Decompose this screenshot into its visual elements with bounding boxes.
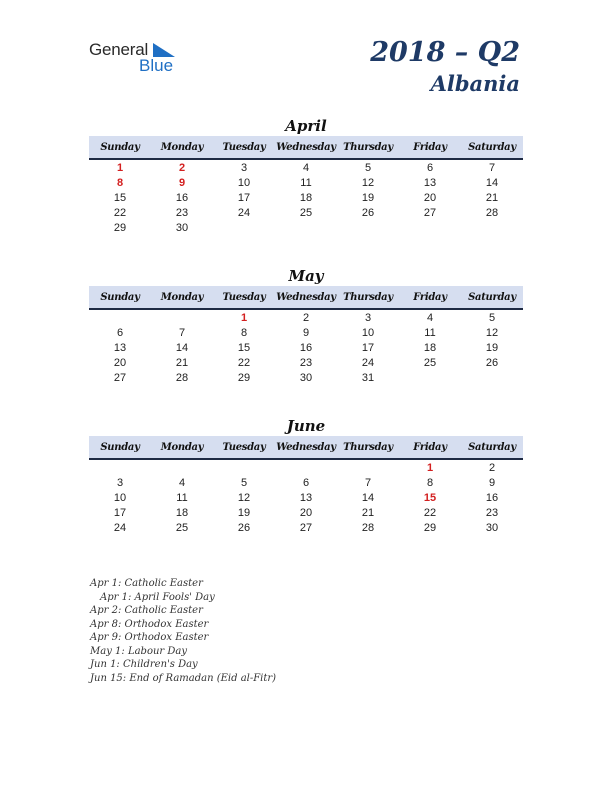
day-cell: 14 [175, 341, 189, 354]
day-cell: 9 [488, 476, 496, 489]
weekday-label: Wednesday [276, 141, 336, 153]
month-title: May [288, 267, 324, 285]
day-cell: 17 [361, 341, 375, 354]
holiday-note: Apr 1: Catholic Easter [90, 578, 203, 589]
month-title: April [285, 117, 327, 135]
logo-text-general: General [89, 40, 149, 59]
weekday-label: Sunday [100, 291, 140, 303]
day-cell: 3 [240, 161, 248, 174]
day-cell: 8 [426, 476, 434, 489]
day-cell: 17 [113, 507, 127, 520]
day-cell: 8 [116, 176, 124, 189]
day-cell: 23 [175, 207, 189, 220]
day-cell: 11 [300, 176, 312, 189]
weekday-label: Tuesday [222, 141, 266, 153]
week-row [89, 160, 523, 175]
week-row [89, 310, 523, 325]
week-row [89, 506, 523, 521]
logo-text-blue: Blue [139, 56, 174, 75]
day-cell: 4 [178, 476, 186, 489]
day-cell: 11 [424, 326, 436, 339]
day-cell: 20 [299, 507, 313, 520]
week-row [89, 460, 523, 475]
weekday-label: Sunday [100, 441, 140, 453]
day-cell: 14 [485, 176, 499, 189]
day-cell: 25 [299, 207, 313, 220]
day-cell: 7 [364, 476, 372, 489]
day-cell: 18 [299, 191, 313, 204]
day-cell: 12 [485, 326, 499, 339]
day-cell: 19 [237, 507, 251, 520]
logo [89, 40, 189, 76]
weekday-label: Monday [160, 141, 204, 153]
weekday-label: Friday [413, 141, 447, 153]
weekday-label: Tuesday [222, 441, 266, 453]
day-cell: 10 [113, 491, 127, 504]
day-cell: 1 [116, 161, 124, 174]
week-row [89, 490, 523, 505]
weekday-label: Saturday [468, 441, 516, 453]
day-cell: 25 [423, 357, 437, 370]
day-cell: 26 [237, 522, 251, 535]
day-cell: 24 [113, 522, 127, 535]
weekday-label: Thursday [343, 441, 393, 453]
week-row [89, 190, 523, 205]
holiday-note: Jun 15: End of Ramadan (Eid al-Fitr) [90, 672, 277, 684]
day-cell: 2 [488, 461, 496, 474]
month-may [89, 266, 523, 386]
day-cell: 2 [178, 161, 186, 174]
day-cell: 16 [485, 491, 499, 504]
weekday-label: Tuesday [222, 291, 266, 303]
day-cell: 21 [361, 507, 375, 520]
holiday-note: Apr 9: Orthodox Easter [90, 632, 209, 643]
day-cell: 21 [485, 191, 499, 204]
weekday-header [89, 436, 523, 460]
week-row [89, 206, 523, 221]
week-row [89, 475, 523, 490]
day-cell: 24 [361, 357, 375, 370]
day-cell: 5 [364, 161, 372, 174]
day-cell: 3 [364, 311, 372, 324]
weekday-label: Monday [160, 291, 204, 303]
day-cell: 13 [113, 341, 127, 354]
day-cell: 3 [116, 476, 124, 489]
week-row [89, 221, 523, 236]
day-cell: 10 [361, 326, 375, 339]
day-cell: 12 [361, 176, 375, 189]
day-cell: 24 [237, 207, 251, 220]
day-cell: 7 [488, 161, 496, 174]
day-cell: 2 [302, 311, 310, 324]
day-cell: 6 [116, 326, 124, 339]
week-row [89, 371, 523, 386]
weekday-header [89, 286, 523, 310]
day-cell: 30 [299, 372, 313, 385]
day-cell: 29 [113, 222, 127, 235]
day-cell: 18 [423, 341, 437, 354]
holiday-note: Apr 1: April Fools' Day [100, 591, 215, 603]
holiday-note: Jun 1: Children's Day [90, 659, 198, 670]
weekday-label: Thursday [343, 291, 393, 303]
day-cell: 10 [237, 176, 251, 189]
day-cell: 20 [423, 191, 437, 204]
day-cell: 31 [361, 372, 375, 385]
weekday-label: Friday [413, 441, 447, 453]
day-cell: 29 [237, 372, 251, 385]
week-row [89, 325, 523, 340]
day-cell: 6 [302, 476, 310, 489]
day-cell: 5 [488, 311, 496, 324]
day-cell: 22 [423, 507, 437, 520]
day-cell: 16 [175, 191, 189, 204]
page-title-block [370, 36, 520, 98]
day-cell: 18 [175, 507, 189, 520]
weekday-header [89, 136, 523, 160]
month-april [89, 116, 523, 236]
week-row [89, 521, 523, 536]
day-cell: 22 [237, 357, 251, 370]
weekday-label: Thursday [343, 141, 393, 153]
weekday-label: Monday [160, 441, 204, 453]
day-cell: 27 [113, 372, 127, 385]
day-cell: 23 [485, 507, 499, 520]
day-cell: 14 [361, 491, 375, 504]
day-cell: 27 [299, 522, 313, 535]
day-cell: 28 [485, 207, 499, 220]
day-cell: 27 [423, 207, 437, 220]
weekday-label: Sunday [100, 141, 140, 153]
month-june [89, 416, 523, 536]
week-row [89, 340, 523, 355]
day-grid [89, 460, 523, 536]
holiday-note: Apr 2: Catholic Easter [90, 605, 203, 616]
day-cell: 9 [178, 176, 186, 189]
day-cell: 19 [361, 191, 375, 204]
day-cell: 15 [237, 341, 251, 354]
day-cell: 17 [237, 191, 251, 204]
day-cell: 15 [113, 191, 127, 204]
day-cell: 13 [299, 491, 313, 504]
day-cell: 20 [113, 357, 127, 370]
holiday-note: May 1: Labour Day [90, 645, 187, 657]
day-cell: 23 [299, 357, 313, 370]
day-cell: 6 [426, 161, 434, 174]
day-cell: 13 [423, 176, 437, 189]
day-cell: 15 [423, 491, 437, 504]
day-cell: 4 [426, 311, 434, 324]
day-cell: 22 [113, 207, 127, 220]
holiday-note: Apr 8: Orthodox Easter [90, 618, 209, 630]
month-title: June [286, 417, 326, 435]
weekday-label: Wednesday [276, 441, 336, 453]
day-cell: 30 [175, 222, 189, 235]
day-cell: 7 [178, 326, 186, 339]
day-cell: 29 [423, 522, 437, 535]
holiday-notes [90, 577, 276, 685]
day-cell: 28 [175, 372, 189, 385]
day-cell: 11 [176, 491, 188, 504]
day-cell: 26 [361, 207, 375, 220]
weekday-label: Saturday [468, 291, 516, 303]
day-cell: 19 [485, 341, 499, 354]
day-cell: 12 [237, 491, 251, 504]
day-cell: 9 [302, 326, 310, 339]
day-cell: 26 [485, 357, 499, 370]
day-cell: 25 [175, 522, 189, 535]
page-title: 2018 – Q2 [370, 37, 520, 68]
day-cell: 28 [361, 522, 375, 535]
day-cell: 5 [240, 476, 248, 489]
day-cell: 4 [302, 161, 310, 174]
week-row [89, 356, 523, 371]
page-subtitle: Albania [430, 71, 520, 96]
day-grid [89, 310, 523, 386]
week-row [89, 175, 523, 190]
day-cell: 16 [299, 341, 313, 354]
day-cell: 1 [240, 311, 248, 324]
weekday-label: Saturday [468, 141, 516, 153]
day-cell: 1 [426, 461, 434, 474]
day-cell: 8 [240, 326, 248, 339]
day-cell: 21 [175, 357, 189, 370]
weekday-label: Wednesday [276, 291, 336, 303]
day-cell: 30 [485, 522, 499, 535]
day-grid [89, 160, 523, 236]
weekday-label: Friday [413, 291, 447, 303]
